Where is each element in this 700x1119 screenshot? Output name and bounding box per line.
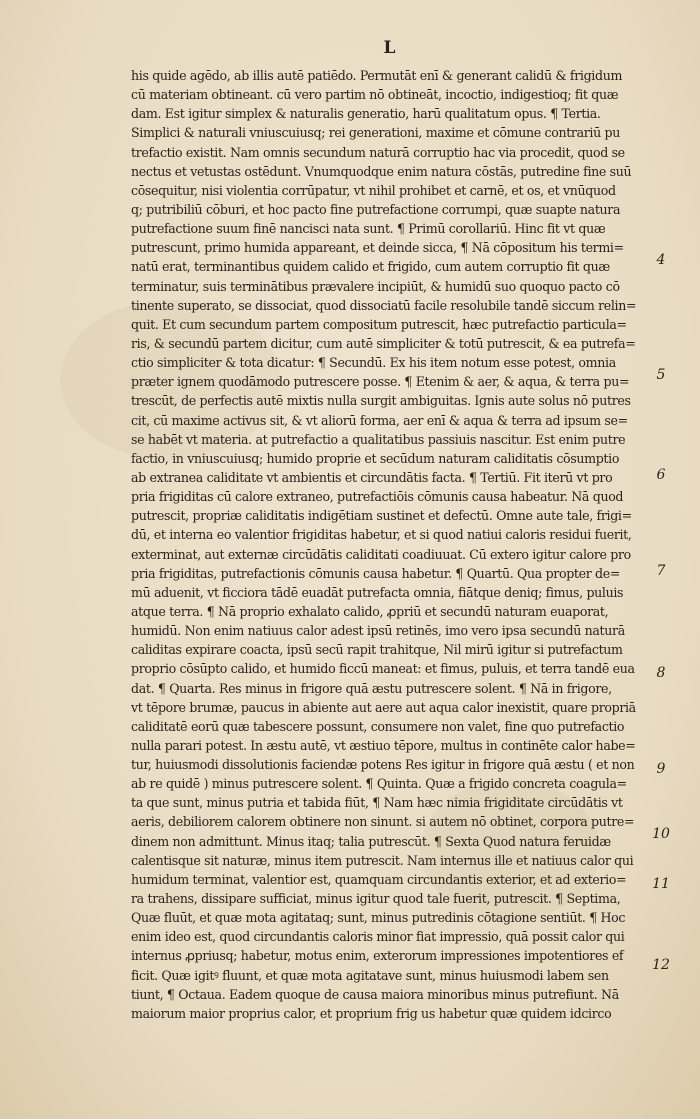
text-line: factio, in vniuscuiusq; humido proprie et secūdum naturam caliditatis cōsumptio: [131, 450, 620, 466]
text-line: nulla parari potest. In æstu autē, vt æstiuo tēpore, multus in continēte calor habe=: [131, 737, 636, 753]
text-line: caliditatē eorū quæ tabescere possunt, consumere non valet, fine quo putrefactio: [131, 718, 625, 734]
text-line: terminatur, suis terminātibus prævalere incipiūt, & humidū suo quoquo pacto cō: [131, 278, 620, 294]
text-line: his quide agēdo, ab illis autē patiēdo. Permutāt enī & generant calidū & frigidum: [131, 68, 623, 83]
margin-note-number: 4: [656, 252, 666, 268]
text-line: trescūt, de perfectis autē mixtis nulla surgit ambiguitas. Ignis aute solus nō putres: [131, 393, 631, 409]
text-line: exterminat, aut externæ circūdātis caliditati coadiuuat. Cū extero igitur calore pro: [131, 546, 631, 562]
margin-note-number: 12: [652, 957, 670, 973]
text-line: q; putribiliū cōburi, et hoc pacto fine putrefactione corrumpi, quæ suapte natura: [131, 201, 621, 217]
text-line: internus ꝓpriusq; habetur, motus enim, exterorum impressiones impotentiores ef: [131, 948, 624, 964]
text-line: præter ignem quodāmodo putrescere posse. ¶ Etenim & aer, & aqua, & terra pu=: [131, 374, 630, 390]
text-line: putrescunt, primo humida appareant, et deinde sicca, ¶ Nā cōpositum his termi=: [131, 240, 624, 256]
text-line: trefactio existit. Nam omnis secundum naturā corruptio hac via procedit, quod se: [131, 144, 625, 160]
text-line: maiorum maior proprius calor, et proprium frig us habetur quæ quidem idcirco: [131, 1005, 612, 1021]
text-line: pria frigiditas cū calore extraneo, putrefactiōis cōmunis causa habeatur. Nā quod: [131, 489, 624, 505]
text-line: tur, huiusmodi dissolutionis faciendæ potens Res igitur in frigore quā æstu ( et non: [131, 757, 635, 773]
text-line: tinente superato, se dissociat, quod dissociatū facile resolubile tandē siccum relin=: [131, 297, 637, 313]
text-line: aeris, debiliorem calorem obtinere non sinunt. si autem nō obtinet, corpora putre=: [131, 814, 635, 830]
text-block: [131, 66, 653, 1023]
text-line: atque terra. ¶ Nā proprio exhalato calido, ꝓpriū et secundū naturam euaporat,: [131, 603, 609, 619]
text-line: humidū. Non enim natiuus calor adest ipsū retinēs, imo vero ipsa secundū naturā: [131, 623, 625, 639]
text-line: putrescit, propriæ caliditatis indigētiam sustinet et defectū. Omne aute tale, frigi=: [131, 508, 632, 524]
text-line: cit, cū maxime activus sit, & vt aliorū forma, aer enī & aqua & terra ad ipsum se=: [131, 412, 628, 428]
margin-note-number: 8: [656, 665, 666, 681]
text-line: dam. Est igitur simplex & naturalis generatio, harū qualitatum opus. ¶ Tertia.: [131, 106, 601, 122]
text-line: humidum terminat, valentior est, quamquam circundantis exterior, et ad exterio=: [131, 871, 627, 887]
text-line: dinem non admittunt. Minus itaq; talia putrescūt. ¶ Sexta Quod natura feruidæ: [131, 833, 611, 849]
margin-note-number: 6: [656, 467, 666, 483]
text-line: ab extranea caliditate vt ambientis et circundātis facta. ¶ Tertiū. Fit iterū vt pro: [131, 469, 613, 485]
margin-note-number: 7: [656, 563, 666, 579]
text-line: proprio cōsūpto calido, et humido ficcū maneat: et fimus, puluis, et terra tandē eua: [131, 661, 635, 677]
text-line: quit. Et cum secundum partem compositum putrescit, hæc putrefactio particula=: [131, 316, 627, 332]
margin-notes: [648, 0, 678, 1119]
text-line: calentisque sit naturæ, minus item putrescit. Nam internus ille et natiuus calor qui: [131, 852, 634, 868]
margin-note-number: 11: [652, 876, 670, 892]
text-line: ficit. Quæ igitꝰ fluunt, et quæ mota agitatave sunt, minus huiusmodi labem sen: [131, 967, 609, 983]
text-line: pria frigiditas, putrefactionis cōmunis causa habetur. ¶ Quartū. Qua propter de=: [131, 565, 621, 581]
text-line: dū, et interna eo valentior frigiditas habetur, et si quod natiui caloris residui fuerit,: [131, 527, 632, 543]
text-line: Quæ fluūt, et quæ mota agitataq; sunt, minus putredinis cōtagione sentiūt. ¶ Hoc: [131, 910, 626, 926]
text-line: natū erat, terminantibus quidem calido et frigido, cum autem corruptio fit quæ: [131, 259, 610, 275]
text-line: nectus et vetustas ostēdunt. Vnumquodque enim natura cōstās, putredine fine suū: [131, 163, 632, 179]
text-line: ctio simpliciter & tota dicatur: ¶ Secundū. Ex his item notum esse potest, omnia: [131, 355, 616, 371]
text-line: dat. ¶ Quarta. Res minus in frigore quā æstu putrescere solent. ¶ Nā in frigore,: [131, 680, 612, 696]
text-line: caliditas expirare coacta, ipsū secū rapit trahitque, Nil mirū igitur si putrefactum: [131, 642, 623, 658]
text-line: se habēt vt materia. at putrefactio a qualitatibus passiuis nascitur. Est enim putre: [131, 431, 626, 447]
text-line: ris, & secundū partem dicitur, cum autē simpliciter & totū putrescit, & ea putrefa=: [131, 335, 636, 351]
folio-heading: L: [383, 38, 397, 58]
text-line: ta que sunt, minus putria et tabida fiūt, ¶ Nam hæc nimia frigiditate circūdātis vt: [131, 795, 623, 811]
margin-note-number: 9: [656, 761, 666, 777]
text-line: mū aduenit, vt ficciora tādē euadāt putrefacta omnia, fiātque deniq; fimus, puluis: [131, 584, 624, 600]
text-line: ab re quidē ) minus putrescere solent. ¶ Quinta. Quæ a frigido concreta coagula=: [131, 776, 627, 792]
margin-note-number: 5: [656, 367, 666, 383]
text-line: cū materiam obtineant. cū vero partim nō obtineāt, incoctio, indigestioq; fit quæ: [131, 87, 619, 103]
text-line: ra trahens, dissipare sufficiat, minus igitur quod tale fuerit, putrescit. ¶ Septima,: [131, 891, 621, 907]
text-line: putrefactione suum finē nancisci nata sunt. ¶ Primū corollariū. Hinc fit vt quæ: [131, 221, 606, 237]
text-line: enim ideo est, quod circundantis caloris minor fiat impressio, quā possit calor qui: [131, 929, 625, 945]
text-line: cōsequitur, nisi violentia corrūpatur, vt nihil prohibet et carnē, et os, et vnūquod: [131, 182, 616, 198]
text-line: Simplici & naturali vniuscuiusq; rei generationi, maxime et cōmune contrariū pu: [131, 125, 620, 141]
text-line: tiunt, ¶ Octaua. Eadem quoque de causa maiora minoribus minus putrefiunt. Nā: [131, 986, 619, 1002]
margin-note-number: 10: [652, 826, 670, 842]
text-line: vt tēpore brumæ, paucus in abiente aut aere aut aqua calor inexistit, quare propriā: [131, 699, 636, 715]
